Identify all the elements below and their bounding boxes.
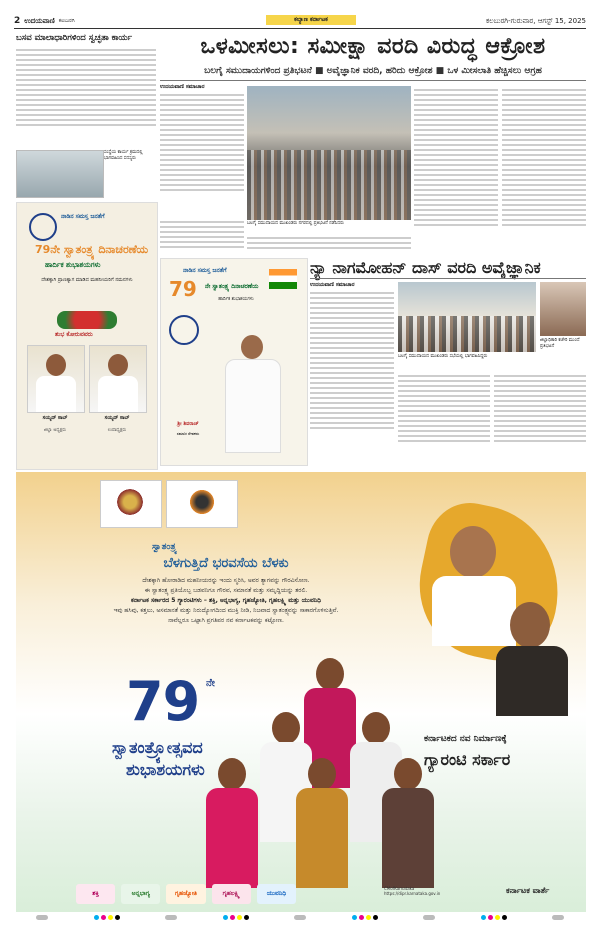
ad-middle-tag: ನಾಡಿನ ಸಮಸ್ತ ಜನತೆಗೆ: [183, 267, 227, 274]
edition-tag: ಕಲಬುರಗಿ: [58, 18, 75, 24]
gov-ad-right-tag-1: ಕರ್ನಾಟಕದ ನವ ನಿರ್ಮಾಣಕ್ಕೆ: [424, 734, 507, 744]
second-photo-caption: ಬಲಗೈ ಸಮುದಾಯದ ಮುಖಂಡರು ಸಭೆಯಲ್ಲಿ ಭಾಗವಹಿಸಿದ್ದರು: [398, 354, 488, 359]
print-registration-marks: [36, 914, 564, 920]
gov-ad-paragraph: [32, 576, 420, 626]
second-col-e: [398, 372, 490, 460]
ad-middle-portrait: [217, 333, 287, 451]
main-headline: ಒಳಮೀಸಲು: ಸಮೀಕ್ಷಾ ವರದಿ ವಿರುದ್ಧ ಆಕ್ರೋಶ: [200, 34, 546, 59]
ad-middle-body: ಹಾರ್ದಿಕ ಶುಭಾಶಯಗಳು: [218, 297, 254, 302]
scheme-logo-yuvanidhi: ಯುವನಿಧಿ: [257, 884, 296, 904]
scheme-logos: [76, 884, 296, 904]
gov-ad-para-3: ಕರ್ನಾಟಕ ಸರ್ಕಾರದ 5 ಗ್ಯಾರಂಟಿಗಳು – ಶಕ್ತಿ, ಅನ್ನಭಾಗ್ಯ, ಗೃಹಜ್ಯೋತಿ, ಗೃಹಲಕ್ಷ್ಮಿ ಮತ್ತು ಯುವನಿಧಿ: [130, 597, 322, 604]
left-story-headline: ಬಸವ ಮಾಲಾಧಾರಿಗಳಿಂದ ಸ್ವಚ್ಛತಾ ಕಾರ್ಯ: [16, 33, 132, 43]
scheme-logo-gruhalakshmi: ಗೃಹಲಕ್ಷ್ಮಿ: [212, 884, 251, 904]
gandhi-logo-icon: [166, 480, 238, 528]
second-rule: [310, 278, 586, 279]
ad-left-wish: ಹಾರ್ದಿಕ ಶುಭಾಶಯಗಳು: [45, 261, 101, 269]
page-header: [14, 14, 586, 28]
gov-ad-para-1: ದೇಶಕ್ಕಾಗಿ ಹೋರಾಡಿದ ಮಹನೀಯರನ್ನು ಇಂದು ಸ್ಮರಿಸಿ, ಅವರ ತ್ಯಾಗವನ್ನು ಗೌರವಿಸೋಣ.: [142, 577, 310, 584]
main-deck: ಬಲಗೈ ಸಮುದಾಯಗಳಿಂದ ಪ್ರತಿಭಟನೆ ■ ಅವೈಜ್ಞಾನಿಕ ವರದಿ, ಹರಿದು ಆಕ್ರೋಶ ■ ಒಳ ಮೀಸಲಾತಿ ಹೆಚ್ಚಿಸಲು ಆಗ್ರಹ: [204, 66, 542, 76]
main-col-a: [160, 84, 244, 214]
page-number: 2: [14, 16, 21, 26]
header-rule: [14, 28, 586, 29]
main-photo-caption: ಬಲಗೈ ಸಮುದಾಯದ ಮುಖಂಡರು ನಗರದಲ್ಲಿ ಪ್ರತಿಭಟನೆ ನಡೆಸಿದರು: [247, 221, 344, 226]
paper-name: ಉದಯವಾಣಿ: [24, 16, 55, 25]
gov-ad-title: ಬೆಳಗುತ್ತಿದೆ ಭರವಸೆಯ ಬೆಳಕು: [163, 556, 289, 571]
dcm-portrait: [492, 602, 572, 712]
citizen-portrait: [292, 758, 352, 888]
ad-middle-title: ನೇ ಸ್ವಾತಂತ್ರ್ಯ ದಿನಾಚರಣೆಯ: [205, 283, 259, 290]
scheme-logo-gruhajyothi: ಗೃಹಜ್ಯೋತಿ: [166, 884, 205, 904]
main-col-b: [414, 86, 498, 256]
ad-left-portrait-2: [89, 345, 147, 413]
indian-flag-icon: [269, 269, 297, 289]
ad-left-person2-name: ಸಯ್ಯದ್ ಸಾಬ್: [104, 415, 130, 421]
section-band: ಕಲ್ಯಾಣ ಕರ್ನಾಟಕ: [266, 15, 356, 25]
greeting-ad-left: [16, 202, 158, 470]
second-side-caption: ಜಿಲ್ಲಾಧಿಕಾರಿ ಕಚೇರಿ ಮುಂದೆ ಪ್ರತಿಭಟನೆ: [540, 338, 580, 349]
main-mid-text: [247, 234, 411, 256]
ad-left-person1-desig: ಜಿಲ್ಲಾ ಅಧ್ಯಕ್ಷರು: [43, 428, 67, 433]
ad-middle-person-desig: ಸಮಾಜ ಸೇವಕರು: [176, 431, 200, 436]
main-photo: [247, 86, 411, 220]
gov-ad-number: 79: [126, 670, 200, 733]
government-ad: [16, 472, 586, 912]
citizen-portrait: [202, 758, 262, 888]
flower-bouquet-icon: [57, 311, 117, 329]
gov-ad-brand: ಕರ್ನಾಟಕ ವಾರ್ತೆ: [506, 886, 550, 895]
second-col-f: [494, 372, 586, 460]
main-col-a2: [160, 218, 244, 254]
karnataka-emblem-icon: [100, 480, 162, 528]
scheme-logo-shakti: ಶಕ್ತಿ: [76, 884, 115, 904]
gov-ad-subtitle-2: ಶುಭಾಶಯಗಳು: [126, 760, 205, 779]
gov-ad-web: [384, 886, 504, 896]
ashoka-chakra-icon: [29, 213, 57, 241]
second-side-photo: [540, 282, 586, 336]
ad-left-sub: ಶುಭ ಕೋರುವವರು: [55, 331, 93, 338]
issue-date: ಕಲಬುರಗಿ-ಗುರುವಾರ, ಆಗಸ್ಟ್ 15, 2025: [485, 16, 586, 25]
gov-ad-right-tag-2: ಗ್ಯಾರಂಟಿ ಸರ್ಕಾರ: [424, 750, 511, 769]
gov-ad-website: https://dipr.karnataka.gov.in: [384, 891, 441, 896]
scheme-logo-annabhagya: ಅನ್ನಭಾಗ್ಯ: [121, 884, 160, 904]
gov-ad-para-5: ನಾವೆಲ್ಲರೂ ಒಟ್ಟಾಗಿ ಪ್ರಗತಿಪರ ನವ ಕರ್ನಾಟಕವನ್ನು ಕಟ್ಟೋಣ.: [168, 617, 284, 624]
gov-ad-handle: CMofKarnataka: [384, 886, 415, 891]
ad-left-body: ದೇಶಕ್ಕಾಗಿ ಪ್ರಾಣತ್ಯಾಗ ಮಾಡಿದ ಮಹನೀಯರಿಗೆ ನಮನಗಳು: [41, 277, 133, 283]
gov-ad-number-suffix: ನೇ: [206, 678, 215, 689]
citizen-portrait: [378, 758, 438, 888]
second-photo: [398, 282, 536, 352]
ad-left-headline: 79ನೇ ಸ್ವಾತಂತ್ರ್ಯ ದಿನಾಚರಣೆಯ: [35, 243, 149, 256]
ad-middle-number: 79: [169, 277, 197, 301]
ad-middle-person-name: ಶ್ರೀ ಶಿವರಾಜ್: [177, 421, 199, 427]
main-byline: ಉದಯವಾಣಿ ಸಮಾಚಾರ: [160, 84, 205, 90]
ad-left-person2-desig: ಉಪಾಧ್ಯಕ್ಷರು: [107, 428, 127, 433]
ad-left-person1-name: ಸಯ್ಯದ್ ಸಾಬ್: [42, 415, 68, 421]
left-story-caption: ಸಂಸ್ಥೆಯ ಕಾರ್ಯ ಕ್ರಮದಲ್ಲಿ ಭಾಗವಹಿಸಿದ ಸದಸ್ಯರು: [104, 150, 143, 161]
gov-ad-subtitle-1: ಸ್ವಾತಂತ್ರ್ಯೋತ್ಸವದ: [112, 738, 203, 757]
greeting-ad-middle: [160, 258, 308, 466]
left-story-body: [16, 46, 156, 148]
citizens-group-photo: [182, 658, 442, 872]
gov-ad-kicker: ಸ್ವಾತಂತ್ರ್ಯ: [152, 542, 178, 552]
left-story-photo: [16, 150, 104, 198]
gov-ad-para-4: ಇವು ಹಸಿವು, ಕತ್ತಲು, ಅಸಮಾನತೆ ಮತ್ತು ನಿರುದ್ಯೋಗದಿಂದ ಮುಕ್ತಿ ನೀಡಿ, ನಿಜವಾದ ಸ್ವಾತಂತ್ರ್ಯವನ್ನು ಸಾಕಾರಗೊಳಿಸುತ್ತಿವೆ.: [113, 607, 339, 614]
ashoka-chakra-icon: [169, 315, 199, 345]
gov-ad-para-2: ಈ ಸ್ವಾತಂತ್ರ್ಯ ಪ್ರತಿಯೊಬ್ಬ ಬಡವನಿಗೂ ಗೌರವ, ಸಮಾನತೆ ಮತ್ತು ಸಮೃದ್ಧಿಯನ್ನು ತರಲಿ.: [144, 587, 308, 594]
main-rule: [160, 80, 586, 81]
second-byline: ಉದಯವಾಣಿ ಸಮಾಚಾರ: [310, 282, 355, 288]
second-headline: ನ್ಯಾ ನಾಗಮೋಹನ್ ದಾಸ್ ವರದಿ ಅವೈಜ್ಞಾನಿಕ: [310, 258, 541, 277]
ad-left-tag: ನಾಡಿನ ಸಮಸ್ತ ಜನತೆಗೆ: [61, 213, 105, 220]
second-col-d: [310, 282, 394, 460]
ad-left-portrait-1: [27, 345, 85, 413]
main-col-c: [502, 86, 586, 256]
